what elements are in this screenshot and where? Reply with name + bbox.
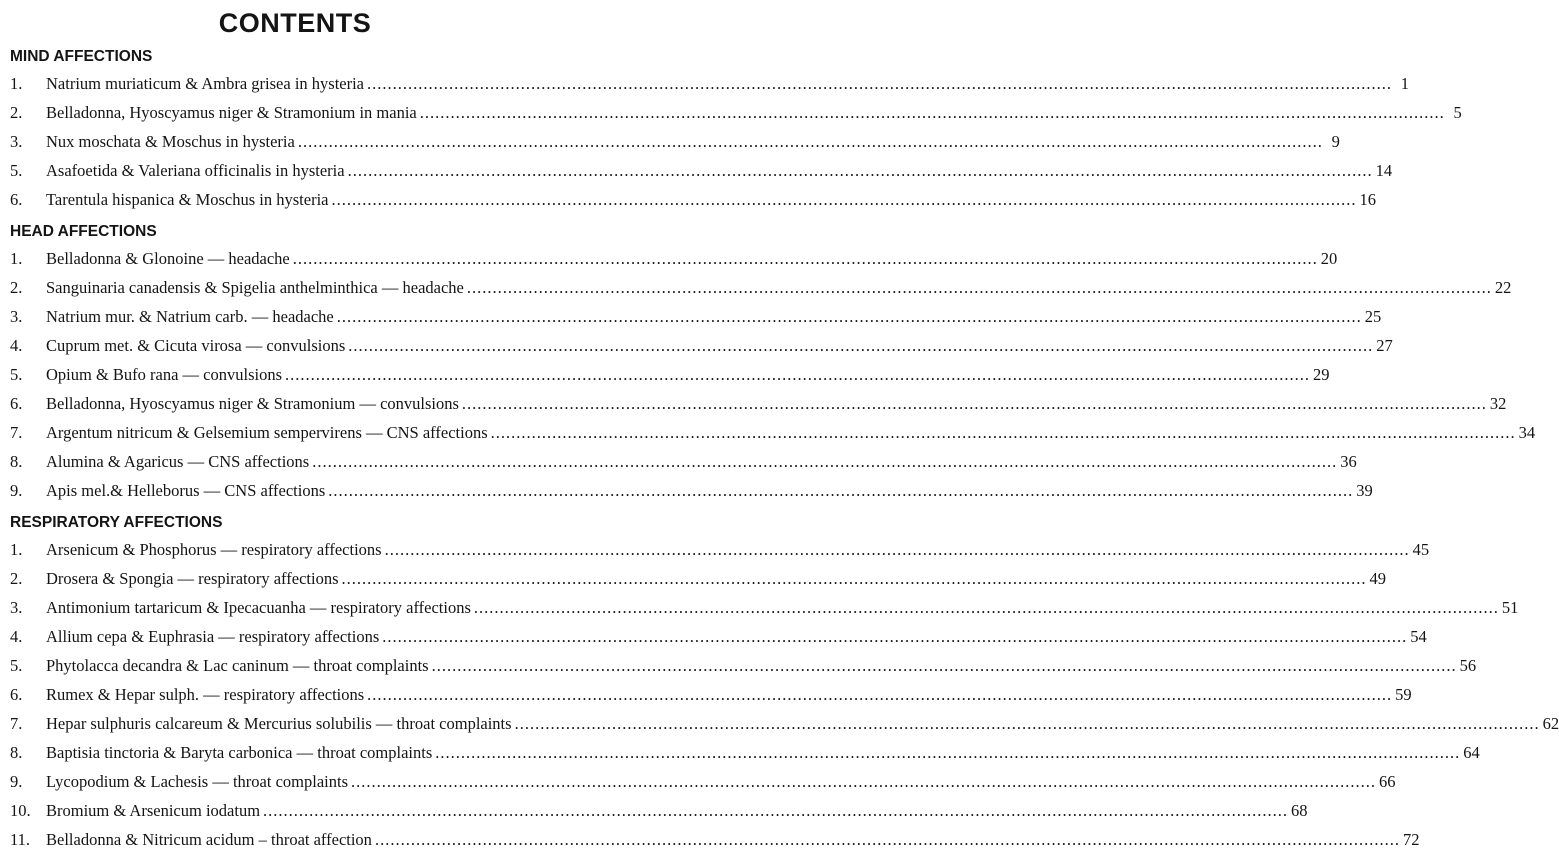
entry-title: Natrium mur. & Natrium carb. — headache [46,307,334,326]
entry-title: Asafoetida & Valeriana officinalis in hysteria [46,161,345,180]
page-number: 29 [1313,365,1330,384]
toc-entry[interactable] [10,738,1480,767]
dot-leader [467,273,1492,302]
page-number: 68 [1291,801,1308,820]
dot-leader [298,127,1323,156]
toc-entry[interactable] [10,331,1393,360]
page-number: 16 [1359,190,1376,209]
page-number: 20 [1320,249,1338,268]
entry-number: 10. [10,801,31,820]
entry-title: Belladonna, Hyoscyamus niger & Stramonium in mania [46,103,417,122]
dot-leader [337,302,1362,331]
page-number: 32 [1489,394,1507,413]
entry-title: Belladonna, Hyoscyamus niger & Stramonium — convulsions [46,394,459,413]
toc-entry[interactable] [10,825,1420,854]
entry-number: 6. [10,685,23,704]
entry-number: 4. [10,627,23,646]
entry-title: Lycopodium & Lachesis — throat complaints [46,772,348,791]
entry-title: Antimonium tartaricum & Ipecacuanha — respiratory affections [46,598,471,617]
entry-title: Arsenicum & Phosphorus — respiratory affections [46,540,382,559]
entry-title: Drosera & Spongia — respiratory affections [46,569,339,588]
page-number: 49 [1369,569,1386,588]
toc-entry[interactable] [10,98,1462,127]
toc-entry[interactable] [10,709,1559,738]
page-number: 14 [1375,161,1393,180]
page-number: 72 [1402,830,1420,849]
page-number: 25 [1364,307,1382,326]
toc-entry[interactable] [10,564,1386,593]
toc-entry[interactable] [10,389,1507,418]
page-number: 51 [1501,598,1519,617]
entry-title: Cuprum met. & Cicuta virosa — convulsions [46,336,346,355]
entry-number: 6. [10,394,23,413]
dot-leader [462,389,1487,418]
entry-title: Rumex & Hepar sulph. — respiratory affections [46,685,365,704]
dot-leader [328,476,1353,505]
entry-title: Tarentula hispanica & Moschus in hysteria [46,190,329,209]
entry-title: Bromium & Arsenicum iodatum [46,801,261,820]
dot-leader [515,709,1540,738]
entry-number: 9. [10,481,23,500]
toc-entry[interactable] [10,244,1338,273]
dot-leader [435,738,1460,767]
dot-leader [382,622,1407,651]
dot-leader [293,244,1318,273]
page-number: 36 [1340,452,1357,471]
dot-leader [351,767,1376,796]
dot-leader [420,98,1445,127]
page-number: 9 [1331,132,1340,151]
toc-entry[interactable] [10,535,1430,564]
entry-number: 5. [10,161,23,180]
toc-entry[interactable] [10,680,1412,709]
page-number: 1 [1400,74,1410,93]
entry-number: 11. [10,830,31,849]
toc-entry[interactable] [10,476,1373,505]
page-number: 45 [1412,540,1430,559]
dot-leader [312,447,1337,476]
dot-leader [331,185,1356,214]
section-heading: HEAD AFFECTIONS [10,223,157,240]
entry-number: 1. [10,249,23,268]
page-number: 62 [1542,714,1559,733]
dot-leader [348,156,1373,185]
page-number: 54 [1410,627,1427,646]
dot-leader [285,360,1310,389]
toc-entry[interactable] [10,651,1477,680]
entry-number: 9. [10,772,23,791]
entry-title: Nux moschata & Moschus in hysteria [46,132,295,151]
entry-number: 7. [10,423,23,442]
entry-number: 2. [10,278,23,297]
page-number: 64 [1463,743,1480,762]
dot-leader [367,69,1392,98]
entry-title: Apis mel.& Helleborus — CNS affections [46,481,326,500]
dot-leader [491,418,1516,447]
page-number: 27 [1376,336,1393,355]
entry-title: Argentum nitricum & Gelsemium sempervirens — CNS affections [46,423,488,442]
toc-entry[interactable] [10,447,1357,476]
toc-entry[interactable] [10,767,1396,796]
entry-number: 6. [10,190,23,209]
section-heading: MIND AFFECTIONS [10,48,153,65]
entry-title: Opium & Bufo rana — convulsions [46,365,283,384]
entry-number: 4. [10,336,23,355]
entry-number: 8. [10,452,23,471]
dot-leader [367,680,1392,709]
toc-entry[interactable] [10,156,1393,185]
table-of-contents [10,45,1559,854]
entry-number: 3. [10,132,23,151]
entry-title: Phytolacca decandra & Lac caninum — throat complaints [46,656,429,675]
dot-leader [375,825,1400,854]
entry-number: 2. [10,103,23,122]
page-number: 59 [1395,685,1412,704]
dot-leader [385,535,1410,564]
page-number: 39 [1356,481,1373,500]
entry-title: Allium cepa & Euphrasia — respiratory affections [46,627,380,646]
toc-entry[interactable] [10,418,1536,447]
dot-leader [432,651,1457,680]
entry-title: Sanguinaria canadensis & Spigelia anthelminthica — headache [46,278,464,297]
entry-number: 1. [10,540,23,559]
page-number: 34 [1518,423,1536,442]
entry-number: 8. [10,743,23,762]
toc-entry[interactable] [10,185,1376,214]
page-number: 22 [1494,278,1512,297]
entry-number: 7. [10,714,23,733]
toc-entry[interactable] [10,69,1410,98]
dot-leader [342,564,1367,593]
entry-title: Alumina & Agaricus — CNS affections [46,452,310,471]
entry-title: Baptisia tinctoria & Baryta carbonica — throat complaints [46,743,433,762]
page-number: 5 [1453,103,1462,122]
dot-leader [263,796,1288,825]
dot-leader [474,593,1499,622]
page-title: CONTENTS [218,8,372,38]
toc-entry[interactable] [10,593,1519,622]
toc-entry[interactable] [10,273,1512,302]
entry-number: 5. [10,365,23,384]
section-heading: RESPIRATORY AFFECTIONS [10,514,223,531]
toc-entry[interactable] [10,360,1330,389]
entry-number: 1. [10,74,23,93]
page-number: 66 [1379,772,1396,791]
toc-entry[interactable] [10,796,1308,825]
entry-title: Natrium muriaticum & Ambra grisea in hysteria [46,74,365,93]
page-number: 56 [1459,656,1477,675]
entry-number: 3. [10,307,23,326]
dot-leader [348,331,1373,360]
entry-title: Belladonna & Glonoine — headache [46,249,290,268]
entry-title: Belladonna & Nitricum acidum – throat affection [46,830,372,849]
toc-entry[interactable] [10,302,1382,331]
entry-number: 5. [10,656,23,675]
entry-title: Hepar sulphuris calcareum & Mercurius solubilis — throat complaints [46,714,512,733]
toc-entry[interactable] [10,127,1340,156]
toc-entry[interactable] [10,622,1427,651]
entry-number: 3. [10,598,23,617]
entry-number: 2. [10,569,23,588]
